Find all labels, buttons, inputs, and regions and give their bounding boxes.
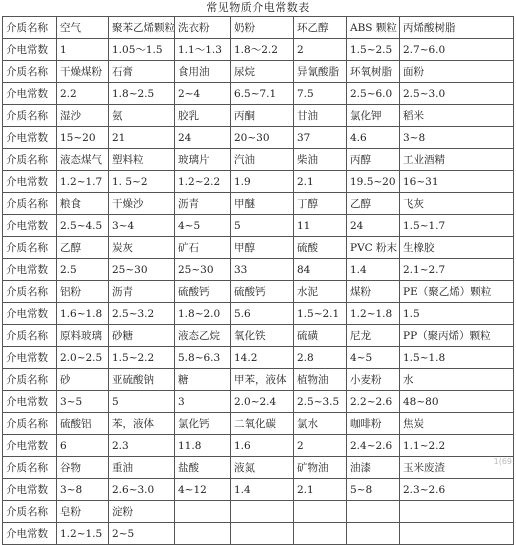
medium-name-row bbox=[3, 413, 514, 435]
table-cell: 煤粉 bbox=[347, 281, 400, 303]
table-cell: 5 bbox=[231, 215, 294, 237]
table-cell bbox=[294, 501, 347, 523]
table-cell: 塑料粒 bbox=[109, 149, 175, 171]
table-cell: 乙醇 bbox=[347, 193, 400, 215]
table-cell: 2.5~3.5 bbox=[294, 391, 347, 413]
table-cell: PP（聚丙烯）颗粒 bbox=[400, 325, 514, 347]
table-cell: 2.0~2.4 bbox=[231, 391, 294, 413]
table-cell: 4.6 bbox=[347, 127, 400, 149]
table-cell: 2.1 bbox=[294, 479, 347, 501]
table-cell: 2.6~3.0 bbox=[109, 479, 175, 501]
table-cell: 氯化钙 bbox=[175, 413, 231, 435]
table-cell: 2.2 bbox=[57, 83, 109, 105]
table-cell: 谷物 bbox=[57, 457, 109, 479]
table-cell: 焦炭 bbox=[400, 413, 514, 435]
table-cell: 粮食 bbox=[57, 193, 109, 215]
dielectric-constant-table bbox=[2, 16, 514, 545]
table-cell: 2 bbox=[294, 435, 347, 457]
table-cell: 食用油 bbox=[175, 61, 231, 83]
row-header-cell: 介电常数 bbox=[3, 259, 57, 281]
table-cell: 甲醇 bbox=[231, 237, 294, 259]
row-header-cell: 介质名称 bbox=[3, 457, 57, 479]
table-cell: 矿石 bbox=[175, 237, 231, 259]
table-cell: 甘油 bbox=[294, 105, 347, 127]
table-cell: 1.8~2.0 bbox=[175, 303, 231, 325]
table-cell: 尼龙 bbox=[347, 325, 400, 347]
table-cell: 1.9 bbox=[231, 171, 294, 193]
table-cell bbox=[175, 523, 231, 545]
table-cell bbox=[400, 501, 514, 523]
row-header-cell: 介电常数 bbox=[3, 303, 57, 325]
table-cell: 干燥沙 bbox=[109, 193, 175, 215]
table-cell: 11.8 bbox=[175, 435, 231, 457]
table-cell: 1.5~1.7 bbox=[400, 215, 514, 237]
table-cell: 2.5 bbox=[57, 259, 109, 281]
table-cell: 玻璃片 bbox=[175, 149, 231, 171]
table-cell: 21 bbox=[109, 127, 175, 149]
table-cell: 丁醇 bbox=[294, 193, 347, 215]
table-cell: 2.5~3.0 bbox=[400, 83, 514, 105]
table-cell: 小麦粉 bbox=[347, 369, 400, 391]
table-cell: 3~4 bbox=[109, 215, 175, 237]
table-cell: 炭灰 bbox=[109, 237, 175, 259]
medium-name-row bbox=[3, 149, 514, 171]
row-header-cell: 介电常数 bbox=[3, 83, 57, 105]
table-cell: 48~80 bbox=[400, 391, 514, 413]
table-cell: 石膏 bbox=[109, 61, 175, 83]
dielectric-value-row bbox=[3, 347, 514, 369]
table-cell: 6 bbox=[57, 435, 109, 457]
table-cell: 乙醇 bbox=[57, 237, 109, 259]
row-header-cell: 介电常数 bbox=[3, 347, 57, 369]
table-cell: 2.5~4.5 bbox=[57, 215, 109, 237]
table-cell: 1.6~1.8 bbox=[57, 303, 109, 325]
table-cell: 4~5 bbox=[347, 347, 400, 369]
table-cell: 16~31 bbox=[400, 171, 514, 193]
table-cell: 液态煤气 bbox=[57, 149, 109, 171]
table-cell: 飞灰 bbox=[400, 193, 514, 215]
table-cell: 丙烯酸树脂 bbox=[400, 17, 514, 39]
table-cell: 硫酸 bbox=[294, 237, 347, 259]
table-cell: 2.3 bbox=[109, 435, 175, 457]
table-cell: 1.1~2.2 bbox=[400, 435, 514, 457]
row-header-cell: 介质名称 bbox=[3, 193, 57, 215]
table-cell: 2.7~6.0 bbox=[400, 39, 514, 61]
table-cell: 84 bbox=[294, 259, 347, 281]
table-cell: 胶乳 bbox=[175, 105, 231, 127]
table-cell: 19.5~20 bbox=[347, 171, 400, 193]
table-cell: 6.5~7.1 bbox=[231, 83, 294, 105]
table-cell: 1.5~1.8 bbox=[400, 347, 514, 369]
table-cell: 2.3~2.6 bbox=[400, 479, 514, 501]
medium-name-row bbox=[3, 281, 514, 303]
table-cell: 湿沙 bbox=[57, 105, 109, 127]
table-cell: 聚苯乙烯颗粒 bbox=[109, 17, 175, 39]
table-cell: 柴油 bbox=[294, 149, 347, 171]
table-cell: 沥青 bbox=[109, 281, 175, 303]
table-cell: 5.8~6.3 bbox=[175, 347, 231, 369]
table-cell: 1.5~2.5 bbox=[347, 39, 400, 61]
table-cell: 1.2~1.5 bbox=[57, 523, 109, 545]
table-cell: 重油 bbox=[109, 457, 175, 479]
table-cell: 皂粉 bbox=[57, 501, 109, 523]
dielectric-value-row bbox=[3, 39, 514, 61]
row-header-cell: 介质名称 bbox=[3, 501, 57, 523]
table-cell: 淀粉 bbox=[109, 501, 175, 523]
table-cell: 3~8 bbox=[57, 479, 109, 501]
table-cell: 4~12 bbox=[175, 479, 231, 501]
table-cell bbox=[347, 501, 400, 523]
table-cell: 2.4~2.6 bbox=[347, 435, 400, 457]
table-cell: 环氧树脂 bbox=[347, 61, 400, 83]
table-cell: 砂糖 bbox=[109, 325, 175, 347]
table-cell: 2.1 bbox=[294, 171, 347, 193]
table-title: 常见物质介电常数表 bbox=[0, 0, 516, 16]
dielectric-value-row bbox=[3, 127, 514, 149]
table-cell: 1.5~2.2 bbox=[109, 347, 175, 369]
table-cell: 2~5 bbox=[109, 523, 175, 545]
table-cell: 1 bbox=[57, 39, 109, 61]
row-header-cell: 介电常数 bbox=[3, 127, 57, 149]
table-cell: 1.6 bbox=[231, 435, 294, 457]
table-cell: 空气 bbox=[57, 17, 109, 39]
row-header-cell: 介电常数 bbox=[3, 215, 57, 237]
table-cell: 2~4 bbox=[175, 83, 231, 105]
table-cell: 1.5~2.1 bbox=[294, 303, 347, 325]
table-cell: 苯，液体 bbox=[109, 413, 175, 435]
table-cell bbox=[294, 523, 347, 545]
table-cell: 1.5 bbox=[400, 303, 514, 325]
table-cell: 工业酒精 bbox=[400, 149, 514, 171]
medium-name-row bbox=[3, 193, 514, 215]
row-header-cell: 介电常数 bbox=[3, 523, 57, 545]
row-header-cell: 介电常数 bbox=[3, 39, 57, 61]
dielectric-value-row bbox=[3, 83, 514, 105]
table-cell bbox=[347, 523, 400, 545]
table-cell: 1.4 bbox=[231, 479, 294, 501]
table-cell: 1.05～1.5 bbox=[109, 39, 175, 61]
table-cell: 尿烷 bbox=[231, 61, 294, 83]
table-cell: 氯化钾 bbox=[347, 105, 400, 127]
table-cell: 矿物油 bbox=[294, 457, 347, 479]
table-cell: 2.2~2.6 bbox=[347, 391, 400, 413]
table-cell: 7.5 bbox=[294, 83, 347, 105]
medium-name-row bbox=[3, 325, 514, 347]
dielectric-value-row bbox=[3, 215, 514, 237]
table-cell: 干燥煤粉 bbox=[57, 61, 109, 83]
table-cell: 14.2 bbox=[231, 347, 294, 369]
table-cell bbox=[400, 523, 514, 545]
table-cell: 面粉 bbox=[400, 61, 514, 83]
table-cell: 3~5 bbox=[57, 391, 109, 413]
row-header-cell: 介质名称 bbox=[3, 17, 57, 39]
table-cell: 水 bbox=[400, 369, 514, 391]
table-cell: 2.8 bbox=[294, 347, 347, 369]
table-cell: 1.8~2.5 bbox=[109, 83, 175, 105]
table-cell: 15~20 bbox=[57, 127, 109, 149]
table-cell: 1. 5~2 bbox=[109, 171, 175, 193]
table-cell: 2.0~2.5 bbox=[57, 347, 109, 369]
dielectric-value-row bbox=[3, 523, 514, 545]
table-cell: 11 bbox=[294, 215, 347, 237]
table-cell: 洗衣粉 bbox=[175, 17, 231, 39]
row-header-cell: 介电常数 bbox=[3, 391, 57, 413]
watermark: 1(69 bbox=[494, 457, 512, 466]
table-cell: 3 bbox=[175, 391, 231, 413]
table-cell bbox=[231, 501, 294, 523]
table-cell: 奶粉 bbox=[231, 17, 294, 39]
table-cell: 稻米 bbox=[400, 105, 514, 127]
row-header-cell: 介质名称 bbox=[3, 369, 57, 391]
table-cell: 砂 bbox=[57, 369, 109, 391]
row-header-cell: 介质名称 bbox=[3, 149, 57, 171]
table-cell: 20~30 bbox=[231, 127, 294, 149]
medium-name-row bbox=[3, 501, 514, 523]
dielectric-value-row bbox=[3, 303, 514, 325]
row-header-cell: 介质名称 bbox=[3, 281, 57, 303]
table-cell: 5 bbox=[109, 391, 175, 413]
table-cell: 液态乙烷 bbox=[175, 325, 231, 347]
table-cell: 2.1~2.7 bbox=[400, 259, 514, 281]
dielectric-value-row bbox=[3, 171, 514, 193]
table-cell: 5~8 bbox=[347, 479, 400, 501]
table-cell bbox=[231, 523, 294, 545]
table-cell: 水泥 bbox=[294, 281, 347, 303]
table-cell: 异氰酸脂 bbox=[294, 61, 347, 83]
table-cell: 2.5~6.0 bbox=[347, 83, 400, 105]
row-header-cell: 介电常数 bbox=[3, 435, 57, 457]
table-cell: 甲醚 bbox=[231, 193, 294, 215]
table-cell: 25~30 bbox=[175, 259, 231, 281]
medium-name-row bbox=[3, 369, 514, 391]
table-cell: 5.6 bbox=[231, 303, 294, 325]
row-header-cell: 介质名称 bbox=[3, 413, 57, 435]
table-cell: 33 bbox=[231, 259, 294, 281]
table-cell bbox=[175, 501, 231, 523]
table-cell: ABS 颗粒 bbox=[347, 17, 400, 39]
dielectric-value-row bbox=[3, 435, 514, 457]
table-cell: 糖 bbox=[175, 369, 231, 391]
row-header-cell: 介电常数 bbox=[3, 479, 57, 501]
table-cell: 1.8～2.2 bbox=[231, 39, 294, 61]
table-cell: 氨 bbox=[109, 105, 175, 127]
medium-name-row bbox=[3, 105, 514, 127]
table-cell: 硫酸铝 bbox=[57, 413, 109, 435]
row-header-cell: 介质名称 bbox=[3, 105, 57, 127]
row-header-cell: 介质名称 bbox=[3, 325, 57, 347]
table-cell: 1.2~1.7 bbox=[57, 171, 109, 193]
table-cell: 2 bbox=[294, 39, 347, 61]
table-cell: 4~5 bbox=[175, 215, 231, 237]
table-cell: 玉米废渣 bbox=[400, 457, 514, 479]
table-cell: PE（聚乙烯）颗粒 bbox=[400, 281, 514, 303]
row-header-cell: 介电常数 bbox=[3, 171, 57, 193]
table-cell: 亚硫酸钠 bbox=[109, 369, 175, 391]
table-cell: 沥青 bbox=[175, 193, 231, 215]
medium-name-row bbox=[3, 17, 514, 39]
table-cell: PVC 粉末 bbox=[347, 237, 400, 259]
table-cell: 二氧化碳 bbox=[231, 413, 294, 435]
dielectric-value-row bbox=[3, 479, 514, 501]
dielectric-value-row bbox=[3, 391, 514, 413]
table-cell: 汽油 bbox=[231, 149, 294, 171]
table-cell: 1.2~1.8 bbox=[347, 303, 400, 325]
table-cell: 盐酸 bbox=[175, 457, 231, 479]
row-header-cell: 介质名称 bbox=[3, 237, 57, 259]
table-cell: 氯水 bbox=[294, 413, 347, 435]
table-cell: 氧化铁 bbox=[231, 325, 294, 347]
table-cell: 生橡胶 bbox=[400, 237, 514, 259]
table-cell: 硫酸钙 bbox=[231, 281, 294, 303]
table-cell: 37 bbox=[294, 127, 347, 149]
medium-name-row bbox=[3, 61, 514, 83]
table-cell: 1.4 bbox=[347, 259, 400, 281]
row-header-cell: 介质名称 bbox=[3, 61, 57, 83]
table-cell: 甲苯，液体 bbox=[231, 369, 294, 391]
table-cell: 环乙醇 bbox=[294, 17, 347, 39]
table-cell: 咖啡粉 bbox=[347, 413, 400, 435]
table-cell: 丙醇 bbox=[347, 149, 400, 171]
table-cell: 1.1～1.3 bbox=[175, 39, 231, 61]
table-cell: 原料玻璃 bbox=[57, 325, 109, 347]
table-cell: 1.2~2.2 bbox=[175, 171, 231, 193]
table-cell: 2.5~3.2 bbox=[109, 303, 175, 325]
medium-name-row bbox=[3, 237, 514, 259]
table-cell: 24 bbox=[347, 215, 400, 237]
table-cell: 植物油 bbox=[294, 369, 347, 391]
dielectric-value-row bbox=[3, 259, 514, 281]
table-cell: 25~30 bbox=[109, 259, 175, 281]
table-cell: 3~8 bbox=[400, 127, 514, 149]
table-cell: 24 bbox=[175, 127, 231, 149]
table-cell: 硫磺 bbox=[294, 325, 347, 347]
table-cell: 硫酸钙 bbox=[175, 281, 231, 303]
table-cell: 液氮 bbox=[231, 457, 294, 479]
table-cell: 油漆 bbox=[347, 457, 400, 479]
table-cell: 丙酮 bbox=[231, 105, 294, 127]
table-cell: 铝粉 bbox=[57, 281, 109, 303]
